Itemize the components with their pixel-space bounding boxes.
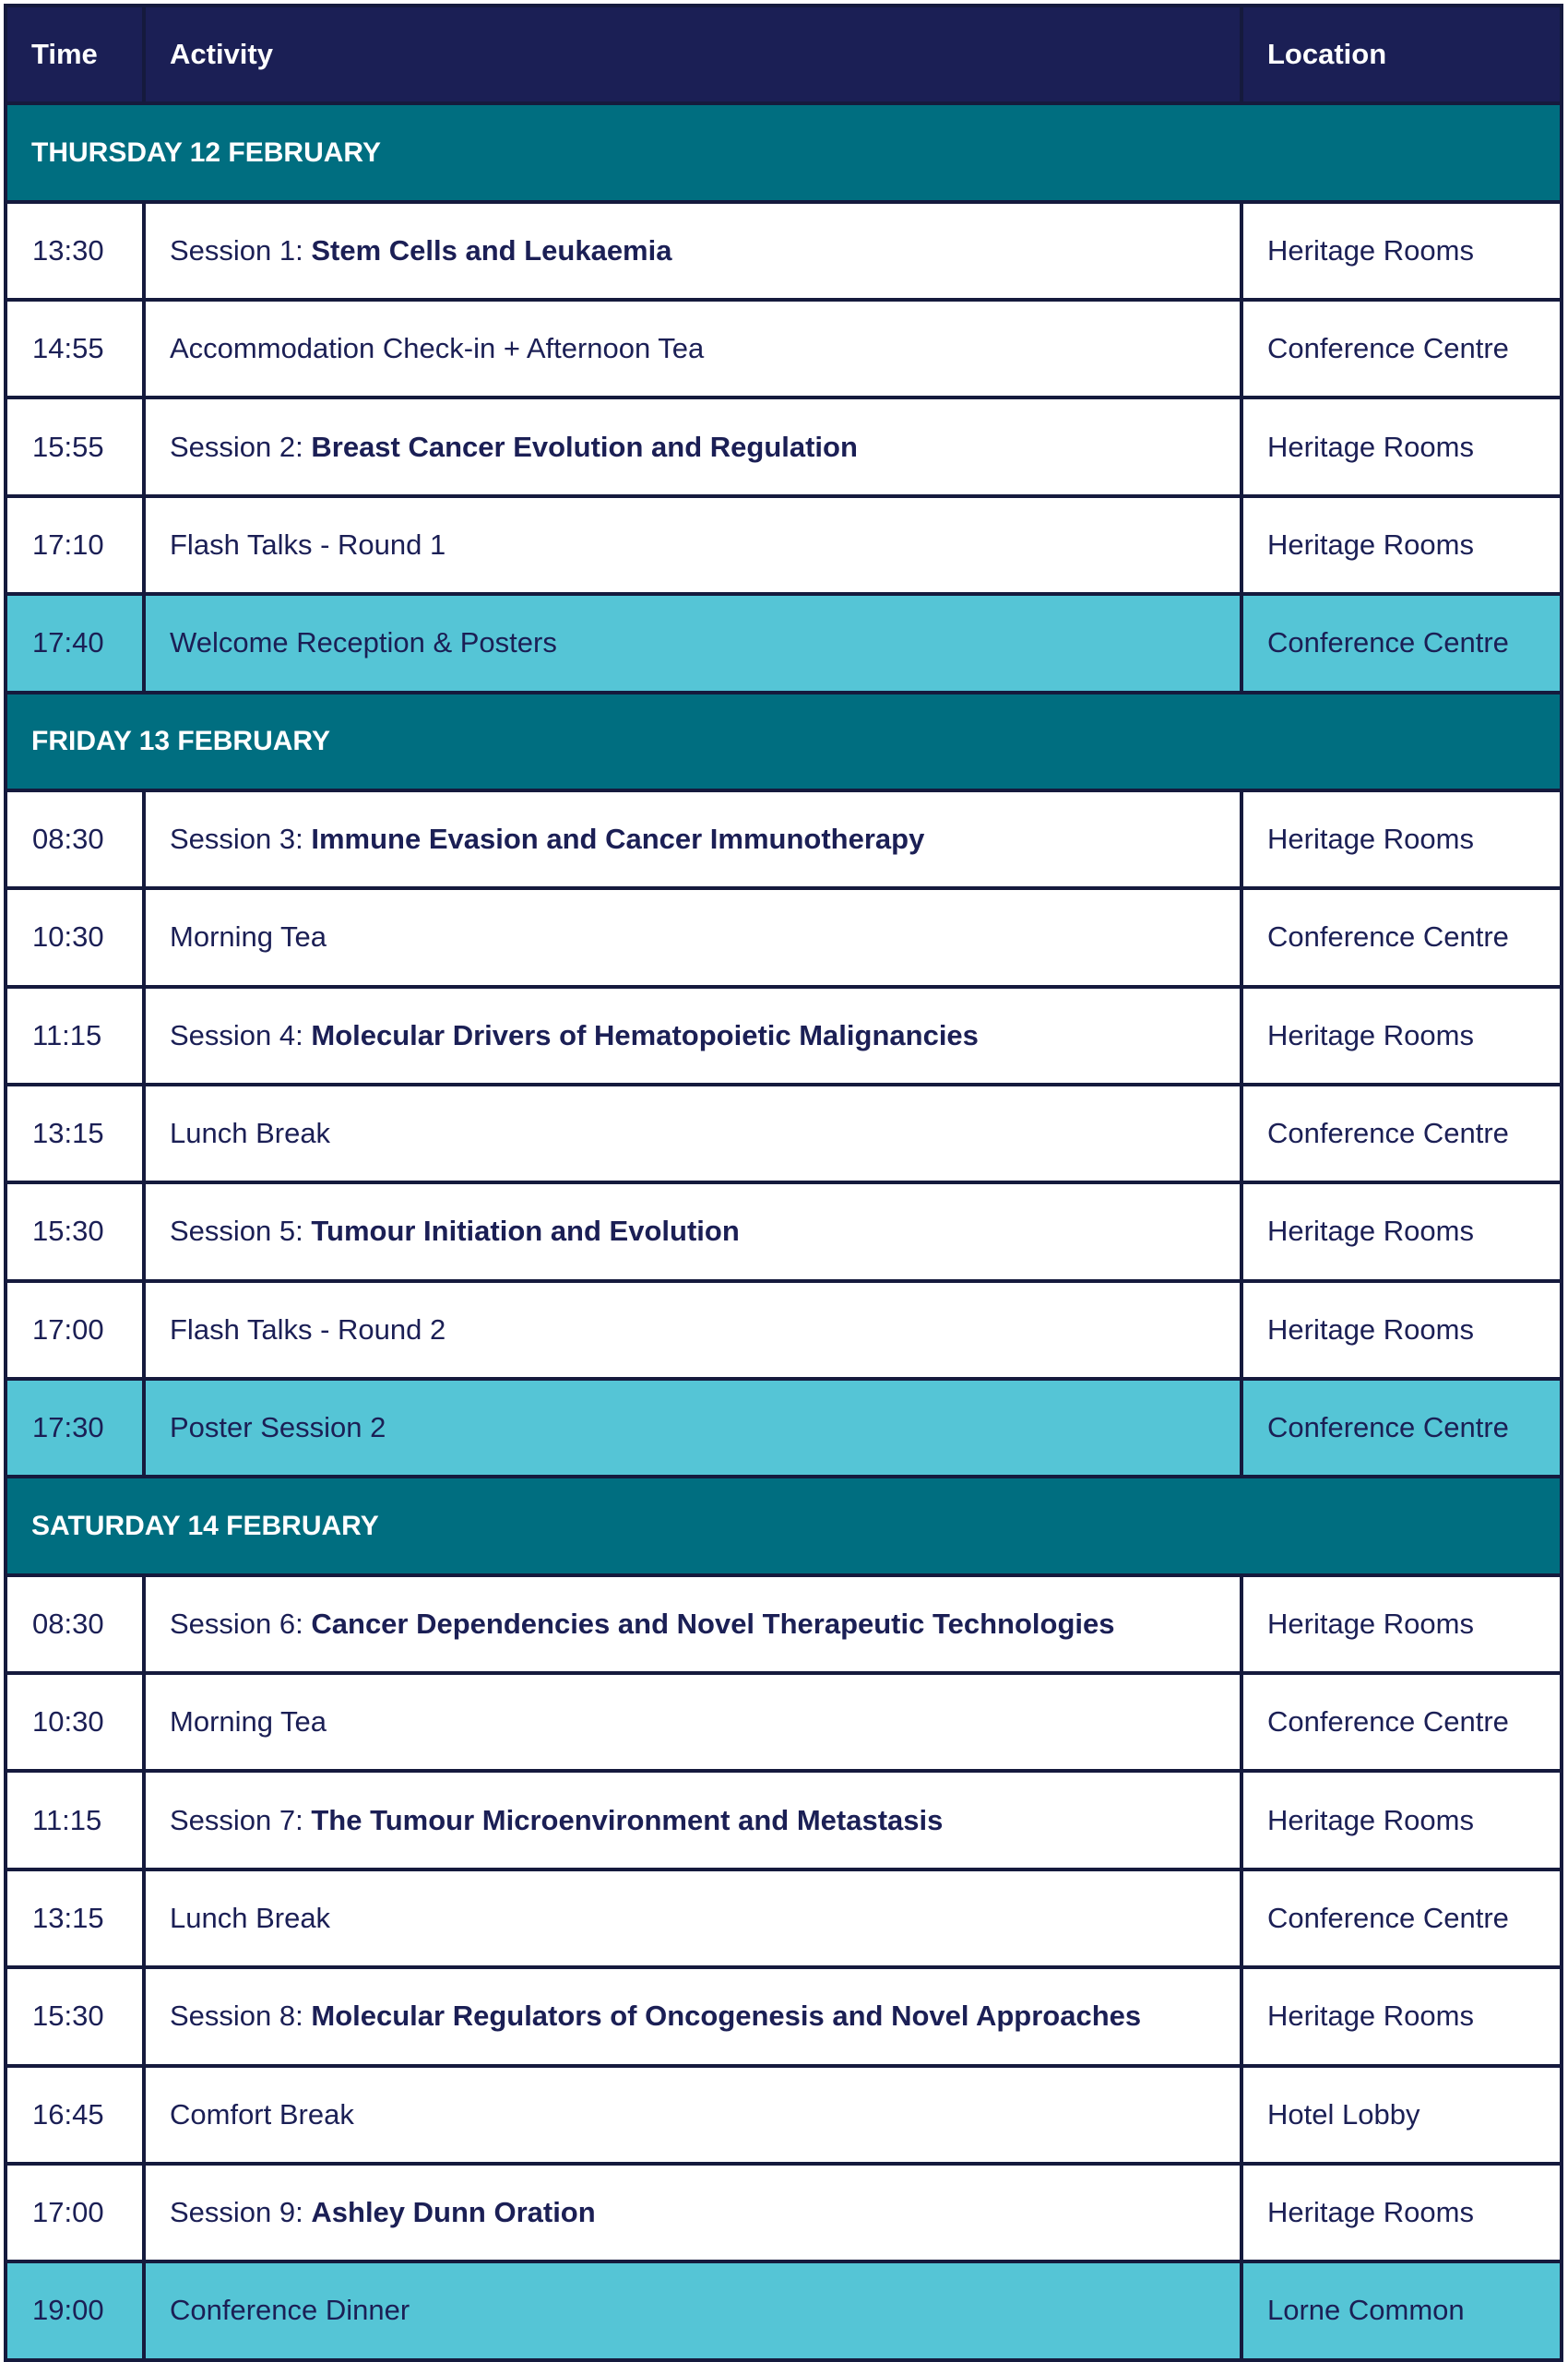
- day-label: FRIDAY 13 FEBRUARY: [6, 693, 1562, 790]
- time-cell: 17:10: [6, 496, 144, 594]
- location-cell: Conference Centre: [1241, 1673, 1562, 1771]
- activity-prefix: Session 9:: [170, 2196, 312, 2229]
- time-cell: 08:30: [6, 790, 144, 888]
- schedule-body: [6, 103, 1562, 2359]
- activity-prefix: Session 5:: [170, 1215, 312, 1248]
- location-cell: Heritage Rooms: [1241, 398, 1562, 495]
- schedule-row: [6, 1771, 1562, 1869]
- location-cell: Heritage Rooms: [1241, 1575, 1562, 1673]
- time-cell: 17:40: [6, 594, 144, 692]
- activity-cell: [144, 790, 1241, 888]
- session-title: Immune Evasion and Cancer Immunotherapy: [311, 823, 925, 856]
- session-title: Ashley Dunn Oration: [311, 2196, 596, 2229]
- location-cell: Heritage Rooms: [1241, 1967, 1562, 2065]
- activity-cell: [144, 1379, 1241, 1477]
- activity-prefix: Welcome Reception & Posters: [170, 626, 557, 659]
- schedule-row: [6, 594, 1562, 692]
- session-title: Stem Cells and Leukaemia: [311, 233, 672, 267]
- activity-cell: [144, 1967, 1241, 2065]
- activity-cell: [144, 1085, 1241, 1182]
- session-title: Breast Cancer Evolution and Regulation: [311, 430, 858, 463]
- time-cell: 16:45: [6, 2066, 144, 2164]
- activity-prefix: Lunch Break: [170, 1117, 331, 1150]
- activity-prefix: Poster Session 2: [170, 1411, 386, 1444]
- time-cell: 13:30: [6, 202, 144, 300]
- schedule-row: [6, 300, 1562, 398]
- schedule-row: [6, 1575, 1562, 1673]
- schedule-row: [6, 398, 1562, 495]
- activity-cell: [144, 1575, 1241, 1673]
- schedule-row: [6, 2066, 1562, 2164]
- schedule-row: [6, 1281, 1562, 1379]
- activity-prefix: Session 7:: [170, 1803, 312, 1836]
- time-cell: 13:15: [6, 1869, 144, 1967]
- schedule-row: [6, 987, 1562, 1085]
- activity-cell: [144, 987, 1241, 1085]
- location-cell: Heritage Rooms: [1241, 1182, 1562, 1280]
- schedule-row: [6, 1967, 1562, 2065]
- activity-prefix: Morning Tea: [170, 1705, 327, 1739]
- location-cell: Heritage Rooms: [1241, 1281, 1562, 1379]
- session-title: Molecular Drivers of Hematopoietic Malignancies: [311, 1018, 979, 1051]
- schedule-table: [4, 4, 1563, 2362]
- activity-cell: [144, 1771, 1241, 1869]
- activity-prefix: Session 6:: [170, 1607, 312, 1640]
- schedule-row: [6, 1673, 1562, 1771]
- activity-prefix: Session 1:: [170, 233, 312, 267]
- activity-cell: [144, 300, 1241, 398]
- time-cell: 08:30: [6, 1575, 144, 1673]
- day-header-row: [6, 693, 1562, 790]
- activity-cell: [144, 888, 1241, 986]
- time-cell: 10:30: [6, 1673, 144, 1771]
- column-header-activity: Activity: [144, 6, 1241, 103]
- activity-prefix: Session 2:: [170, 430, 312, 463]
- activity-cell: [144, 2261, 1241, 2359]
- activity-cell: [144, 1281, 1241, 1379]
- activity-prefix: Session 8:: [170, 2000, 312, 2033]
- schedule-row: [6, 1379, 1562, 1477]
- location-cell: Heritage Rooms: [1241, 790, 1562, 888]
- time-cell: 15:30: [6, 1967, 144, 2065]
- time-cell: 15:30: [6, 1182, 144, 1280]
- day-header-row: [6, 1477, 1562, 1574]
- schedule-row: [6, 790, 1562, 888]
- location-cell: Heritage Rooms: [1241, 1771, 1562, 1869]
- location-cell: Conference Centre: [1241, 1869, 1562, 1967]
- column-header-time: Time: [6, 6, 144, 103]
- day-label: SATURDAY 14 FEBRUARY: [6, 1477, 1562, 1574]
- location-cell: Conference Centre: [1241, 594, 1562, 692]
- session-title: Tumour Initiation and Evolution: [311, 1215, 740, 1248]
- time-cell: 17:00: [6, 2164, 144, 2261]
- activity-cell: [144, 1673, 1241, 1771]
- time-cell: 17:00: [6, 1281, 144, 1379]
- time-cell: 10:30: [6, 888, 144, 986]
- location-cell: Lorne Common: [1241, 2261, 1562, 2359]
- time-cell: 17:30: [6, 1379, 144, 1477]
- location-cell: Heritage Rooms: [1241, 2164, 1562, 2261]
- session-title: Cancer Dependencies and Novel Therapeutic Technologies: [311, 1607, 1115, 1640]
- activity-prefix: Lunch Break: [170, 1902, 331, 1934]
- activity-prefix: Flash Talks - Round 2: [170, 1312, 446, 1346]
- activity-prefix: Conference Dinner: [170, 2294, 410, 2327]
- activity-cell: [144, 398, 1241, 495]
- time-cell: 11:15: [6, 1771, 144, 1869]
- activity-cell: [144, 2164, 1241, 2261]
- schedule-row: [6, 1869, 1562, 1967]
- location-cell: Heritage Rooms: [1241, 496, 1562, 594]
- schedule-row: [6, 496, 1562, 594]
- activity-cell: [144, 594, 1241, 692]
- activity-cell: [144, 1869, 1241, 1967]
- day-header-row: [6, 103, 1562, 201]
- activity-cell: [144, 2066, 1241, 2164]
- schedule-row: [6, 2164, 1562, 2261]
- session-title: Molecular Regulators of Oncogenesis and Novel Approaches: [311, 2000, 1142, 2033]
- activity-cell: [144, 496, 1241, 594]
- time-cell: 14:55: [6, 300, 144, 398]
- activity-prefix: Accommodation Check-in + Afternoon Tea: [170, 332, 705, 365]
- schedule-row: [6, 888, 1562, 986]
- day-label: THURSDAY 12 FEBRUARY: [6, 103, 1562, 201]
- schedule-row: [6, 2261, 1562, 2359]
- time-cell: 15:55: [6, 398, 144, 495]
- column-header-location: Location: [1241, 6, 1562, 103]
- activity-prefix: Session 4:: [170, 1018, 312, 1051]
- location-cell: Heritage Rooms: [1241, 202, 1562, 300]
- activity-prefix: Flash Talks - Round 1: [170, 528, 446, 561]
- location-cell: Hotel Lobby: [1241, 2066, 1562, 2164]
- time-cell: 13:15: [6, 1085, 144, 1182]
- schedule-row: [6, 1182, 1562, 1280]
- time-cell: 19:00: [6, 2261, 144, 2359]
- activity-cell: [144, 202, 1241, 300]
- activity-prefix: Comfort Break: [170, 2097, 354, 2131]
- time-cell: 11:15: [6, 987, 144, 1085]
- activity-cell: [144, 1182, 1241, 1280]
- schedule-row: [6, 202, 1562, 300]
- location-cell: Conference Centre: [1241, 1085, 1562, 1182]
- location-cell: Heritage Rooms: [1241, 987, 1562, 1085]
- location-cell: Conference Centre: [1241, 300, 1562, 398]
- header-row: [6, 6, 1562, 103]
- location-cell: Conference Centre: [1241, 888, 1562, 986]
- session-title: The Tumour Microenvironment and Metastasis: [311, 1803, 944, 1836]
- activity-prefix: Morning Tea: [170, 920, 327, 954]
- schedule-row: [6, 1085, 1562, 1182]
- activity-prefix: Session 3:: [170, 823, 312, 856]
- location-cell: Conference Centre: [1241, 1379, 1562, 1477]
